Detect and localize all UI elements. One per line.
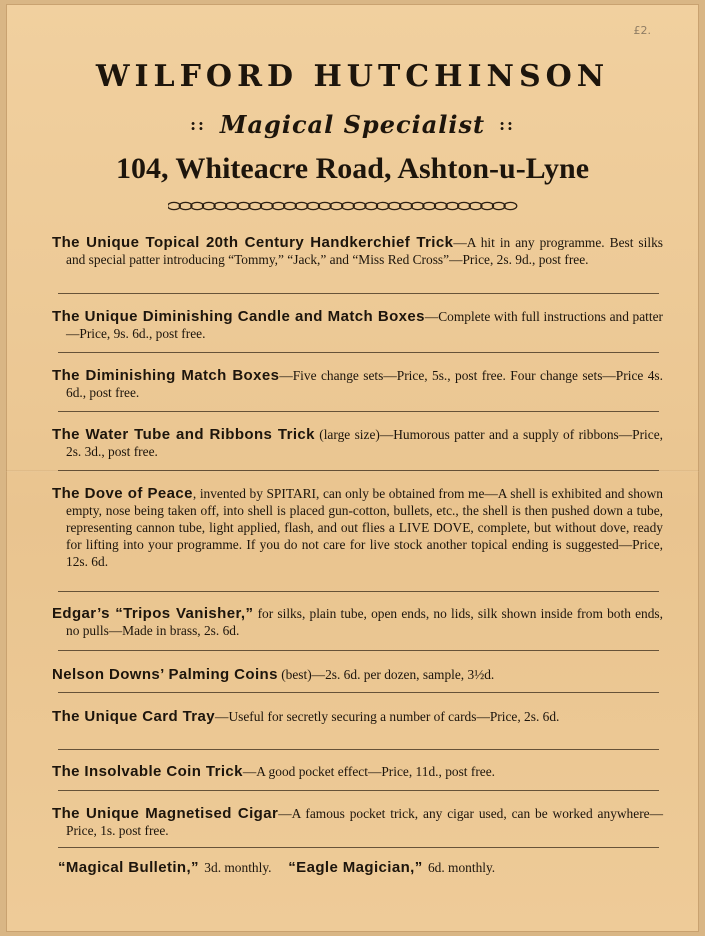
item-title: The Unique Topical 20th Century Handkerchief Trick — [52, 234, 454, 251]
item-text: —A good pocket effect—Price, 11d., post free. — [242, 764, 496, 779]
address: 104, Whiteacre Road, Ashton-u-Lyne — [115, 152, 590, 185]
divider-rule — [58, 293, 659, 294]
item-text: (large size)—Humorous patter and a supply of ribbons—Price, 2s. 3d., post free. — [66, 427, 663, 459]
list-item — [52, 367, 663, 401]
item-title: The Unique Magnetised Cigar — [52, 805, 279, 822]
divider-rule — [58, 847, 659, 848]
item-title: Edgar’s “Tripos Vanisher,” — [52, 605, 254, 622]
item-title: The Insolvable Coin Trick — [52, 763, 243, 780]
list-item — [52, 805, 663, 839]
divider-rule — [58, 790, 659, 791]
business-name: WILFORD HUTCHINSON — [95, 59, 610, 94]
pencil-annotation: £2. — [633, 24, 651, 37]
item-text: —Five change sets—Price, 5s., post free. Four change sets—Price 4s. 6d., post free. — [66, 368, 663, 400]
item-title: Nelson Downs’ Palming Coins — [52, 666, 278, 683]
item-title: The Unique Card Tray — [52, 708, 216, 725]
divider-rule — [58, 591, 659, 592]
ornament-dots-left: :: — [190, 115, 206, 134]
item-text: —Complete with full instructions and patter—Price, 9s. 6d., post free. — [66, 309, 663, 341]
divider-rule — [58, 650, 659, 651]
publications-line — [58, 859, 658, 876]
publication-title: “Magical Bulletin,” — [58, 859, 199, 876]
chain-ornament-divider — [168, 200, 524, 212]
list-item — [52, 666, 663, 683]
item-title: The Dove of Peace — [52, 485, 193, 502]
item-text: —A hit in any programme. Best silks and special patter introducing “Tommy,” “Jack,” and “Miss Red Cross”—Price, 2s. 9d., post free. — [66, 235, 663, 267]
handbill-page — [6, 4, 699, 932]
publication-title: “Eagle Magician,” — [288, 859, 423, 876]
divider-rule — [58, 411, 659, 412]
divider-rule — [58, 352, 659, 353]
list-item — [52, 485, 663, 570]
item-title: The Water Tube and Ribbons Trick — [52, 426, 315, 443]
item-title: The Diminishing Match Boxes — [52, 367, 280, 384]
list-item — [52, 234, 663, 268]
divider-rule — [58, 470, 659, 471]
subtitle-line — [6, 110, 699, 139]
list-item — [52, 605, 663, 639]
list-item — [52, 308, 663, 342]
list-item — [52, 708, 663, 725]
item-text: for silks, plain tube, open ends, no lids, silk shown inside from both ends, no pulls—Made in brass, 2s. 6d. — [66, 606, 663, 638]
item-text: , invented by SPITARI, can only be obtained from me—A shell is exhibited and shown empty, nose being taken off, into shell is placed gun-cotton, bullets, etc., the shell is then pushed down a tube, representing cannon tube, light applied, flash, and out flies a LIVE DOVE, complete, but without dove, ready for lifting into your programme. If you do not care for live stock another topical ending is suggested—Price, 12s. 6d. — [66, 486, 663, 569]
item-text: (best)—2s. 6d. per dozen, sample, 3½d. — [277, 667, 495, 682]
list-item — [52, 426, 663, 460]
ornament-dots-right: :: — [499, 115, 515, 134]
item-text: —Useful for secretly securing a number of cards—Price, 2s. 6d. — [215, 709, 560, 724]
publication-price: 3d. monthly. — [200, 860, 272, 875]
divider-rule — [58, 749, 659, 750]
list-item — [52, 763, 663, 780]
subtitle: Magical Specialist — [219, 110, 486, 139]
item-title: The Unique Diminishing Candle and Match Boxes — [52, 308, 425, 325]
publication-price: 6d. monthly. — [424, 860, 496, 875]
divider-rule — [58, 692, 659, 693]
item-text: —A famous pocket trick, any cigar used, can be worked anywhere—Price, 1s. post free. — [66, 806, 663, 838]
